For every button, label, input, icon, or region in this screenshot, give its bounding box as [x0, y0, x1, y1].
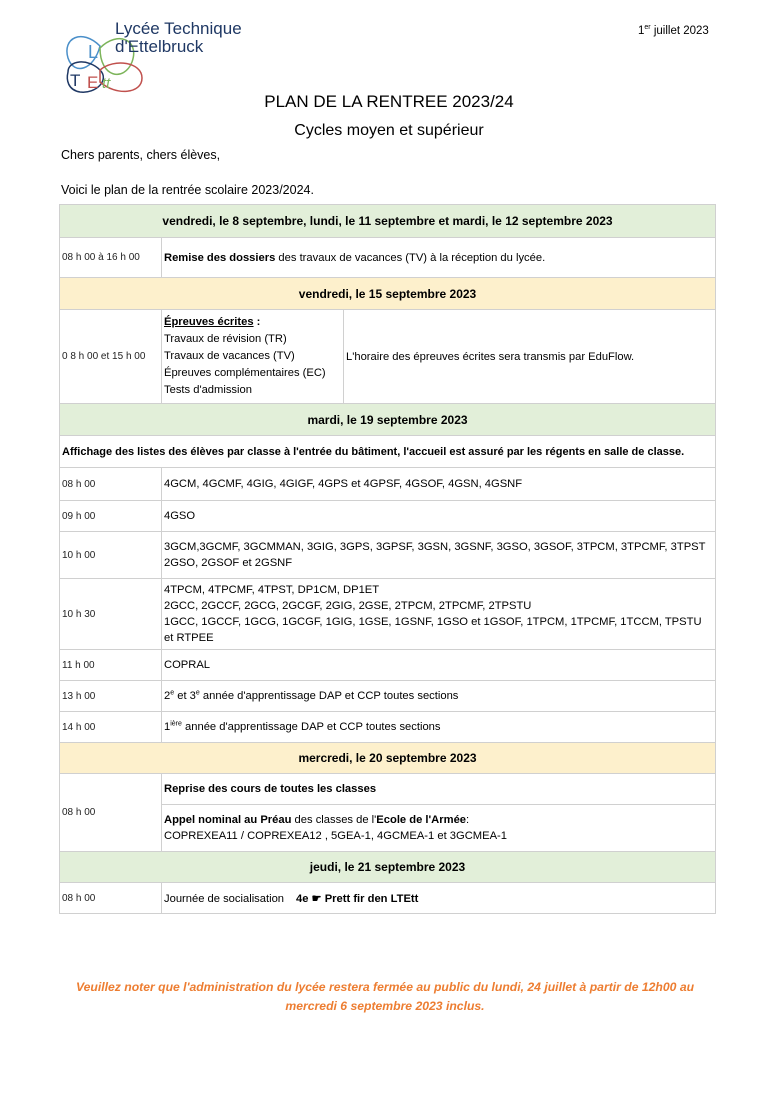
bold-text: Appel nominal au Préau — [164, 814, 292, 826]
document-date — [638, 25, 709, 37]
school-name-line2: d'Ettelbruck — [115, 37, 204, 56]
table-row — [60, 532, 716, 579]
list-colon: : — [253, 316, 261, 328]
section-header-row — [60, 205, 716, 238]
page-subtitle: Cycles moyen et supérieur — [294, 122, 484, 139]
notice-cell: Affichage des listes des élèves par classe à l'entrée du bâtiment, l'accueil est assuré par les régents en salle de classe. — [60, 436, 716, 468]
school-name — [115, 20, 242, 56]
list-item: Épreuves complémentaires (EC) — [164, 367, 326, 379]
time-cell: 13 h 00 — [60, 681, 162, 712]
date-rest: juillet 2023 — [653, 25, 709, 37]
time-cell: 0 8 h 00 et 15 h 00 — [60, 310, 162, 404]
description-cell — [162, 238, 716, 278]
bold-text: 4e ☛ Prett fir den LTEtt — [296, 892, 419, 905]
time-cell: 10 h 00 — [60, 532, 162, 579]
bold-text: Ecole de l'Armée — [376, 814, 467, 826]
section-header-row — [60, 743, 716, 774]
text: : — [466, 814, 470, 826]
classes-cell: 3GCM,3GCMF, 3GCMMAN, 3GIG, 3GPS, 3GPSF, 3GSN, 3GSNF, 3GSO, 3GSOF, 3TPCM, 3TPCMF, 3TPST 2GSO, 2GSOF et 2GSNF — [162, 532, 716, 579]
description-cell — [162, 883, 716, 914]
section-heading: mercredi, le 20 septembre 2023 — [60, 743, 716, 774]
date-suffix: er — [644, 24, 651, 32]
text: 1 — [164, 721, 171, 733]
time-cell: 08 h 00 — [60, 883, 162, 914]
classes-line: COPREXEA11 / COPREXEA12 , 5GEA-1, 4GCMEA-1 et 3GCMEA-1 — [164, 830, 507, 842]
list-item: Travaux de vacances (TV) — [164, 350, 295, 362]
description-cell: Reprise des cours de toutes les classes — [162, 774, 716, 805]
classes-cell: 4GSO — [162, 501, 716, 532]
table-row — [60, 468, 716, 501]
table-row — [60, 774, 716, 805]
classes-cell — [162, 579, 716, 650]
bold-text: Remise des dossiers — [164, 251, 276, 264]
list-item: Tests d'admission — [164, 384, 252, 396]
table-row — [60, 310, 716, 404]
text: 2 — [164, 690, 171, 702]
table-row — [60, 883, 716, 914]
classes-line: 2GCC, 2GCCF, 2GCG, 2GCGF, 2GIG, 2GSE, 2TPCM, 2TPCMF, 2TPSTU — [164, 600, 532, 612]
intro-text: Voici le plan de la rentrée scolaire 2023/2024. — [61, 183, 314, 197]
text: année d'apprentissage DAP et CCP toutes sections — [199, 690, 459, 702]
classes-cell — [162, 681, 716, 712]
table-row — [60, 712, 716, 743]
schedule-table — [59, 204, 716, 914]
list-title: Épreuves écrites — [164, 316, 254, 328]
classes-cell: 4GCM, 4GCMF, 4GIG, 4GIGF, 4GPS et 4GPSF, 4GSOF, 4GSN, 4GSNF — [162, 468, 716, 501]
time-cell: 11 h 00 — [60, 650, 162, 681]
text: et 3 — [174, 690, 196, 702]
time-cell: 08 h 00 — [60, 774, 162, 852]
time-cell: 08 h 00 — [60, 468, 162, 501]
closure-notice: Veuillez noter que l'administration du lycée restera fermée au public du lundi, 24 juillet à partir de 12h00 au mercredi 6 septembre 2023 inclus. — [75, 980, 695, 1013]
text: des classes de l' — [291, 814, 377, 826]
page-title: PLAN DE LA RENTREE 2023/24 — [264, 92, 514, 111]
time-cell: 09 h 00 — [60, 501, 162, 532]
svg-text:tt: tt — [102, 75, 111, 92]
description-cell — [162, 805, 716, 852]
note-cell: L'horaire des épreuves écrites sera transmis par EduFlow. — [344, 310, 716, 404]
time-cell: 08 h 00 à 16 h 00 — [60, 238, 162, 278]
svg-text:E: E — [87, 73, 99, 92]
svg-text:L: L — [88, 42, 99, 62]
superscript: e — [170, 689, 175, 697]
classes-line: 1GCC, 1GCCF, 1GCG, 1GCGF, 1GIG, 1GSE, 1GSNF, 1GSO et 1GSOF, 1TPCM, 1TPCMF, 1TCCM, TPSTU et RTPEE — [164, 616, 702, 644]
superscript: ière — [170, 720, 182, 728]
exam-list-cell — [162, 310, 344, 404]
greeting: Chers parents, chers élèves, — [61, 148, 221, 162]
section-heading: vendredi, le 15 septembre 2023 — [60, 278, 716, 310]
classes-line: 4TPCM, 4TPCMF, 4TPST, DP1CM, DP1ET — [164, 584, 380, 596]
section-heading: jeudi, le 21 septembre 2023 — [60, 852, 716, 883]
table-row — [60, 579, 716, 650]
table-row — [60, 681, 716, 712]
table-row — [60, 238, 716, 278]
list-item: Travaux de révision (TR) — [164, 333, 287, 345]
section-header-row — [60, 278, 716, 310]
table-row — [60, 436, 716, 468]
text: des travaux de vacances (TV) à la réception du lycée. — [275, 251, 546, 264]
svg-text:T: T — [70, 71, 81, 90]
date-day: 1 — [638, 25, 645, 37]
time-cell: 14 h 00 — [60, 712, 162, 743]
superscript: e — [195, 689, 200, 697]
classes-cell: COPRAL — [162, 650, 716, 681]
section-heading: mardi, le 19 septembre 2023 — [60, 404, 716, 436]
text: année d'apprentissage DAP et CCP toutes sections — [181, 721, 441, 733]
section-heading: vendredi, le 8 septembre, lundi, le 11 septembre et mardi, le 12 septembre 2023 — [60, 205, 716, 238]
classes-cell — [162, 712, 716, 743]
section-header-row — [60, 404, 716, 436]
section-header-row — [60, 852, 716, 883]
time-cell: 10 h 30 — [60, 579, 162, 650]
text: Journée de socialisation — [164, 892, 285, 905]
table-row — [60, 650, 716, 681]
school-name-line1: Lycée Technique — [115, 19, 242, 38]
table-row — [60, 501, 716, 532]
